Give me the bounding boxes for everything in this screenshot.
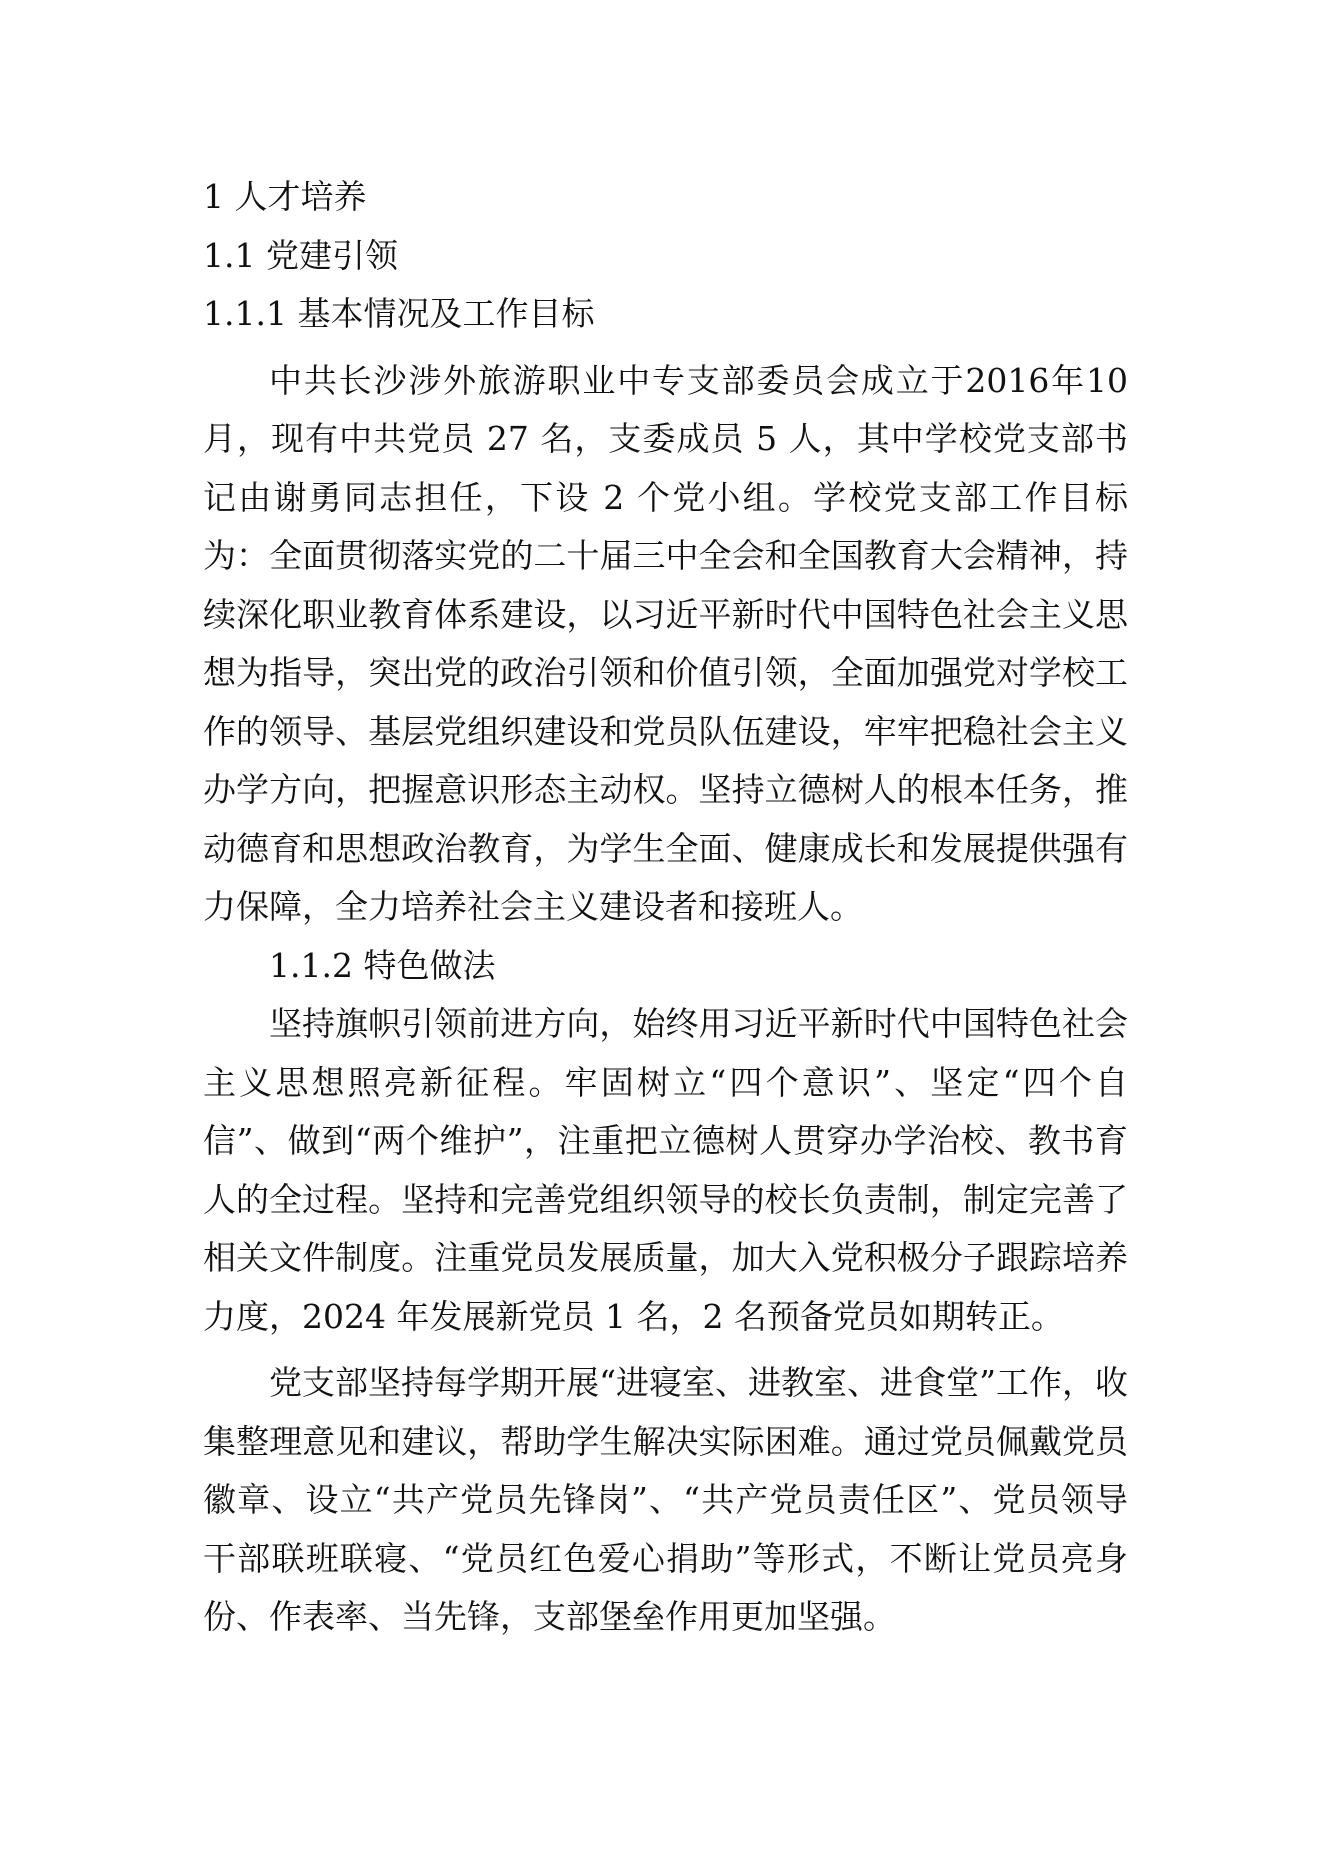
heading-level-1: 1 人才培养 [203, 177, 367, 216]
heading-level-3-basic: 1.1.1 基本情况及工作目标 [203, 294, 595, 333]
spacer [203, 344, 1128, 352]
document-body [203, 168, 1128, 1647]
paragraph-banner-leadership: 坚持旗帜引领前进方向，始终用习近平新时代中国特色社会主义思想照亮新征程。牢固树立“四个意识”、坚定“四个自信”、做到“两个维护”，注重把立德树人贯穿办学治校、教书育人的全过程。坚持和完善党组织领导的校长负责制，制定完善了相关文件制度。注重党员发展质量，加大入党积极分子跟踪培养力度，2024 年发展新党员 1 名，2 名预备党员如期转正。 [203, 1004, 1128, 1336]
heading-level-3-features: 1.1.2 特色做法 [269, 945, 496, 985]
paragraph-basic-situation: 中共长沙涉外旅游职业中专支部委员会成立于2016年10月，现有中共党员 27 名，支委成员 5 人，其中学校党支部书记由谢勇同志担任，下设 2 个党小组。学校党支部工作目标为：全面贯彻落实党的二十届三中全会和全国教育大会精神，持续深化职业教育体系建设，以习近平新时代中国特色社会主义思想为指导，突出党的政治引领和价值引领，全面加强党对学校工作的领导、基层党组织建设和党员队伍建设，牢牢把稳社会主义办学方向，把握意识形态主动权。坚持立德树人的根本任务，推动德育和思想政治教育，为学生全面、健康成长和发展提供强有力保障，全力培养社会主义建设者和接班人。 [203, 360, 1128, 926]
paragraph-party-branch-work: 党支部坚持每学期开展“进寝室、进教室、进食堂”工作，收集整理意见和建议，帮助学生解决实际困难。通过党员佩戴党员徽章、设立“共产党员先锋岗”、“共产党员责任区”、党员领导干部联班联寝、“党员红色爱心捐助”等形式，不断让党员亮身份、作表率、当先锋，支部堡垒作用更加坚强。 [203, 1363, 1128, 1636]
heading-level-2: 1.1 党建引领 [203, 235, 398, 275]
spacer [203, 1346, 1128, 1354]
